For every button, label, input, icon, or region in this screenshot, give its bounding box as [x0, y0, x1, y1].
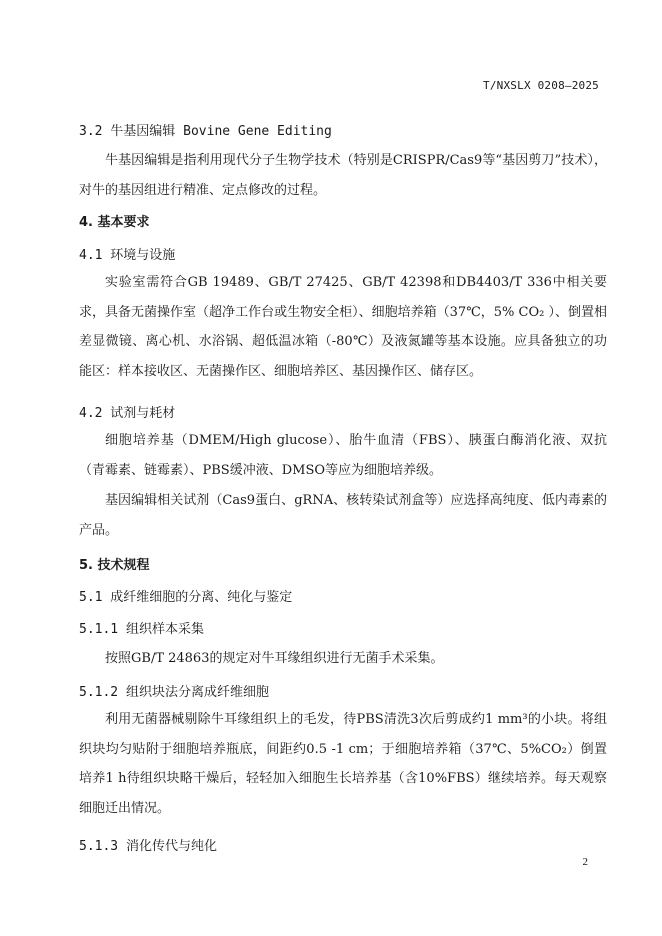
section-4-2-title: 4.2 试剂与耗材 [79, 406, 176, 421]
section-5-1-3-title: 5.1.3 消化传代与纯化 [79, 839, 217, 854]
section-5-1-title: 5.1 成纤维细胞的分离、纯化与鉴定 [79, 590, 293, 605]
section-4-2-body-2: 基因编辑相关试剂（Cas9蛋白、gRNA、核转染试剂盒等）应选择高纯度、低内毒素的产品。 [79, 493, 607, 538]
section-4-1-title: 4.1 环境与设施 [79, 248, 176, 263]
section-5-1-1-body: 按照GB/T 24863的规定对牛耳缘组织进行无菌手术采集。 [105, 651, 444, 666]
section-3-2-title: 3.2 牛基因编辑 Bovine Gene Editing [79, 124, 332, 139]
document-code: T/NXSLX 0208—2025 [483, 79, 599, 92]
section-4-2-body-1: 细胞培养基（DMEM/High glucose）、胎牛血清（FBS）、胰蛋白酶消化液、双抗（青霉素、链霉素）、PBS缓冲液、DMSO等应为细胞培养级。 [79, 433, 607, 478]
section-5-title: 5. 技术规程 [79, 558, 150, 573]
section-3-2-body: 牛基因编辑是指利用现代分子生物学技术（特别是CRISPR/Cas9等“基因剪刀”技术），对牛的基因组进行精准、定点修改的过程。 [79, 153, 607, 198]
section-4-1-body: 实验室需符合GB 19489、GB/T 27425、GB/T 42398和DB4403/T 336中相关要求，具备无菌操作室（超净工作台或生物安全柜）、细胞培养箱（37℃，5% CO₂ ）、倒置相差显微镜、离心机、水浴锅、超低温冰箱（-80℃）及液氮罐等基本设施。应具备独立的功能区：样本接收区、无菌操作区、细胞培养区、基因操作区、储存区。 [79, 275, 607, 379]
section-5-1-2-title: 5.1.2 组织块法分离成纤维细胞 [79, 685, 269, 700]
section-5-1-1-title: 5.1.1 组织样本采集 [79, 622, 204, 637]
section-4-title: 4. 基本要求 [79, 215, 150, 230]
page-number: 2 [582, 856, 588, 868]
section-5-1-2-body: 利用无菌器械剔除牛耳缘组织上的毛发，待PBS清洗3次后剪成约1 mm³的小块。将组织块均匀贴附于细胞培养瓶底，间距约0.5 -1 cm；于细胞培养箱（37℃、5%CO₂）倒置培养1 h待组织块略干燥后，轻轻加入细胞生长培养基（含10%FBS）继续培养。每天观察细胞迁出情况。 [79, 712, 607, 816]
